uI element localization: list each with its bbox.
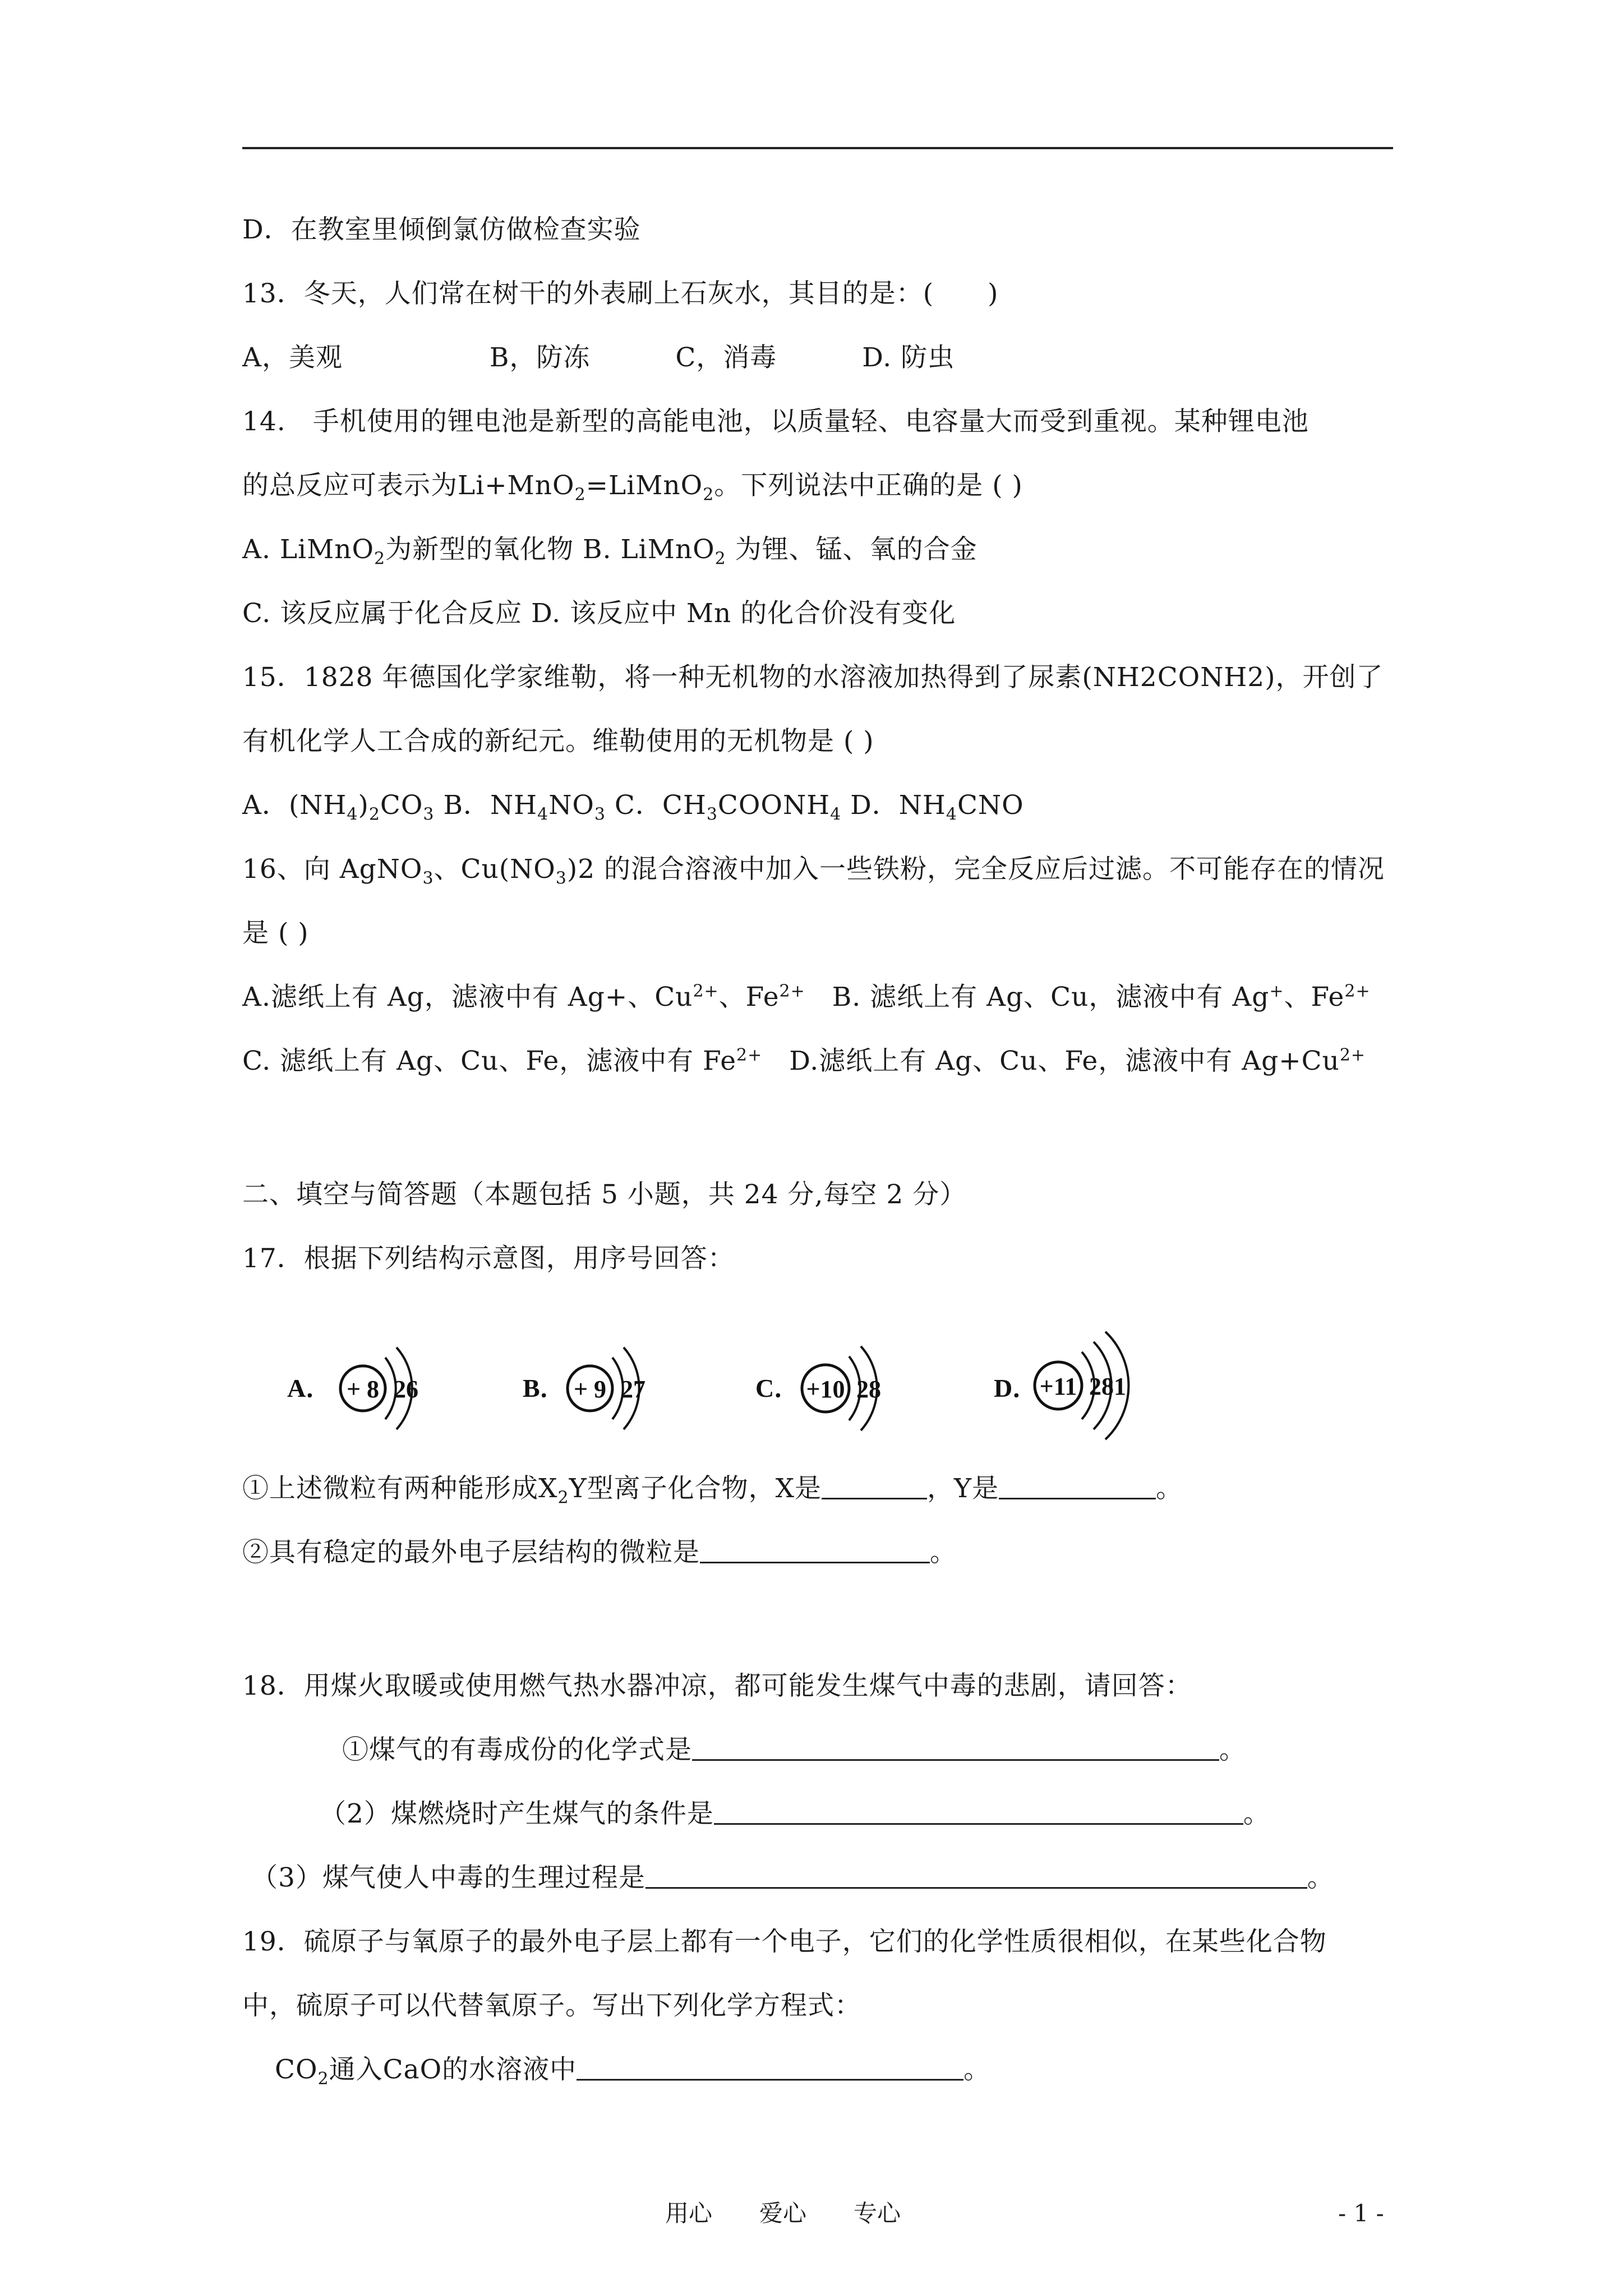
q19-answer[interactable] (577, 2053, 963, 2081)
q13-options (242, 341, 955, 375)
diagram-c-nucleus: +10 (806, 1375, 845, 1403)
diagram-d-shells: 281 (1089, 1373, 1126, 1400)
q13-option-d: D. 防虫 (862, 342, 955, 373)
q16-stem-1: 16、向 AgNO$_3$、$Cu(NO_3)2$ 的混合溶液中加入一些铁粉，完全反应后过滤。不可能存在的情况 (242, 854, 1385, 889)
q18-part-1: ①煤气的有毒成份的化学式是 。 (342, 1734, 1246, 1765)
diagram-b-shells: 27 (621, 1375, 645, 1403)
q17-part-1: ①上述微粒有两种能形成$X_2Y$型离子化合物，X是 ，Y是 。 (242, 1473, 1183, 1508)
atomic-structure-diagrams (242, 1307, 1196, 1442)
q13-option-b: B，防冻 (489, 342, 591, 373)
diagram-a-nucleus: + 8 (346, 1375, 380, 1403)
q15-stem-1: 15．1828 年德国化学家维勒，将一种无机物的水溶液加热得到了尿素(NH2CONH2)，开创了 (242, 662, 1384, 693)
footer-motto: 用心 爱心 专心 (665, 2200, 901, 2227)
q17-part-2: ②具有稳定的最外电子层结构的微粒是 。 (242, 1537, 957, 1568)
q15-options: A．$(NH_4)_2CO_3$ B．$NH_4NO_3$ C．$CH_3COONH_4$ D．$NH_4CNO$ (242, 790, 1024, 825)
q13-stem: 13．冬天，人们常在树干的外表刷上石灰水，其目的是：( ) (242, 278, 999, 309)
q19-equation: $CO_2$通入CaO的水溶液中 。 (275, 2054, 991, 2089)
diagram-a-label: A． (287, 1374, 332, 1402)
q15-stem-2: 有机化学人工合成的新纪元。维勒使用的无机物是 ( ) (242, 726, 874, 757)
diagram-d-label: D． (994, 1374, 1039, 1402)
q12-option-d: D．在教室里倾倒氯仿做检查实验 (242, 214, 641, 245)
q18-answer-1[interactable] (692, 1733, 1219, 1761)
q18-part-3: （3）煤气使人中毒的生理过程是 。 (251, 1862, 1334, 1893)
q17-answer-stable[interactable] (700, 1536, 930, 1563)
q14-options-cd: C. 该反应属于化合反应 D. 该反应中 Mn 的化合价没有变化 (242, 598, 956, 629)
q18-part-2: （2）煤燃烧时产生煤气的条件是 。 (320, 1798, 1270, 1829)
q17-answer-x[interactable] (822, 1472, 927, 1499)
diagram-c-shells: 28 (856, 1375, 881, 1403)
q16-options-ab: A.滤纸上有 Ag，滤液中有 Ag+、$Cu^{2+}$、$Fe^{2+}$ B. 滤纸上有 Ag、Cu，滤液中有 Ag+、$Fe^{2+}$ (242, 981, 1371, 1013)
q16-stem-2: 是 ( ) (242, 918, 309, 949)
q18-answer-3[interactable] (645, 1861, 1307, 1889)
q13-option-c: C，消毒 (675, 342, 777, 373)
q18-stem: 18．用煤火取暖或使用燃气热水器冲凉，都可能发生煤气中毒的悲剧，请回答： (242, 1671, 1192, 1701)
diagram-c-label: C． (755, 1374, 800, 1402)
header-rule (242, 147, 1393, 149)
diagram-b-nucleus: + 9 (573, 1375, 607, 1403)
q14-stem-2: 的总反应可表示为Li+MnO$_2$=LiMnO$_2$。下列说法中正确的是 ( ) (242, 470, 1023, 505)
q13-option-a: A，美观 (242, 342, 343, 373)
page-number: - 1 - (1338, 2200, 1384, 2227)
q16-options-cd: C. 滤纸上有 Ag、Cu、Fe，滤液中有 $Fe^{2+}$ D.滤纸上有 Ag、Cu、Fe，滤液中有 $Ag+Cu^{2+}$ (242, 1045, 1366, 1076)
section-2-heading: 二、填空与简答题（本题包括 5 小题，共 24 分,每空 2 分） (242, 1179, 967, 1210)
q19-stem-1: 19．硫原子与氧原子的最外电子层上都有一个电子，它们的化学性质很相似，在某些化合物 (242, 1926, 1327, 1957)
diagram-d-nucleus: +11 (1039, 1373, 1077, 1400)
q17-answer-y[interactable] (999, 1472, 1156, 1499)
q17-stem: 17．根据下列结构示意图，用序号回答： (242, 1243, 735, 1274)
q14-options-ab: A. LiMnO$_2$为新型的氧化物 B. LiMnO$_2$ 为锂、锰、氧的合金 (242, 534, 978, 569)
q19-stem-2: 中，硫原子可以代替氧原子。写出下列化学方程式： (242, 1990, 861, 2021)
diagram-b-label: B． (523, 1374, 566, 1402)
q18-answer-2[interactable] (714, 1797, 1243, 1825)
q14-stem-1: 14. 手机使用的锂电池是新型的高能电池，以质量轻、电容量大而受到重视。某种锂电池 (242, 406, 1309, 437)
diagram-a-shells: 26 (394, 1375, 418, 1403)
